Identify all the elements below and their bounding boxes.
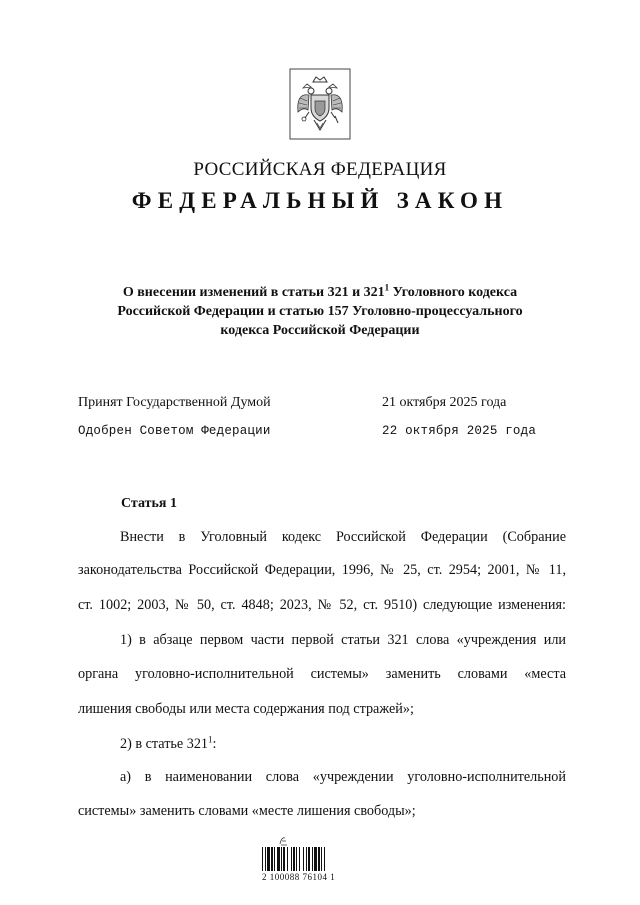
barcode-bar (321, 847, 322, 871)
council-approval-date: 22 октября 2025 года (382, 424, 537, 438)
barcode-bar (299, 847, 300, 871)
barcode-bar (312, 847, 313, 871)
article-text-line-9: системы» заменить словами «месте лишения свободы»; (78, 803, 416, 819)
barcode-bar (306, 847, 307, 871)
barcode-bar (303, 847, 304, 871)
article-text-line-6: лишения свободы или места содержания под стражей»; (78, 701, 414, 717)
article-text-line-2: законодательства Российской Федерации, 1996, № 25, ст. 2954; 2001, № 11, (78, 562, 566, 578)
barcode-bar (308, 847, 310, 871)
law-title (80, 283, 560, 340)
barcode-bar (281, 847, 282, 871)
law-title-line-2: Российской Федерации и статью 157 Уголовно-процессуального (117, 304, 523, 319)
barcode-bar (324, 847, 325, 871)
barcode-bar (296, 847, 297, 871)
barcode (262, 847, 354, 871)
coat-of-arms-emblem (289, 68, 351, 140)
article-text-line-5: органа уголовно-исполнительной системы» заменить словами «места (78, 666, 566, 682)
barcode-bar (283, 847, 285, 871)
law-title-line-3: кодекса Российской Федерации (220, 323, 420, 338)
article-text-line-4: 1) в абзаце первом части первой статьи 321 слова «учреждения или (120, 632, 566, 648)
law-title-line-1: О внесении изменений в статьи 321 и $321^1$ Уголовного кодекса (122, 282, 518, 300)
article-text-line-3: ст. 1002; 2003, № 50, ст. 4848; 2023, № 52, ст. 9510) следующие изменения: (78, 597, 566, 613)
registration-mark-icon (278, 835, 288, 847)
barcode-bar (267, 847, 270, 871)
barcode-bar (318, 847, 320, 871)
article-text-line-8: а) в наименовании слова «учреждении уголовно-исполнительной (120, 769, 566, 785)
duma-adoption-label: Принят Государственной Думой (78, 395, 271, 410)
barcode-bar (265, 847, 266, 871)
law-type-heading: ФЕДЕРАЛЬНЫЙ ЗАКОН (131, 188, 509, 213)
article-text-line-7: 2) в статье $321^1$: (120, 734, 217, 752)
barcode-bar (314, 847, 317, 871)
barcode-bar (262, 847, 263, 871)
barcode-bar (274, 847, 275, 871)
duma-adoption-date: 21 октября 2025 года (382, 395, 507, 410)
barcode-bar (291, 847, 292, 871)
country-name: РОССИЙСКАЯ ФЕДЕРАЦИЯ (193, 159, 447, 180)
article-heading: Статья 1 (121, 496, 177, 511)
barcode-bar (293, 847, 295, 871)
barcode-bar (287, 847, 288, 871)
barcode-bar (277, 847, 280, 871)
barcode-number: 2 100088 76104 1 (262, 872, 336, 882)
council-approval-label: Одобрен Советом Федерации (78, 424, 271, 438)
article-text-line-1: Внести в Уголовный кодекс Российской Федерации (Собрание (120, 529, 566, 545)
barcode-bar (271, 847, 273, 871)
